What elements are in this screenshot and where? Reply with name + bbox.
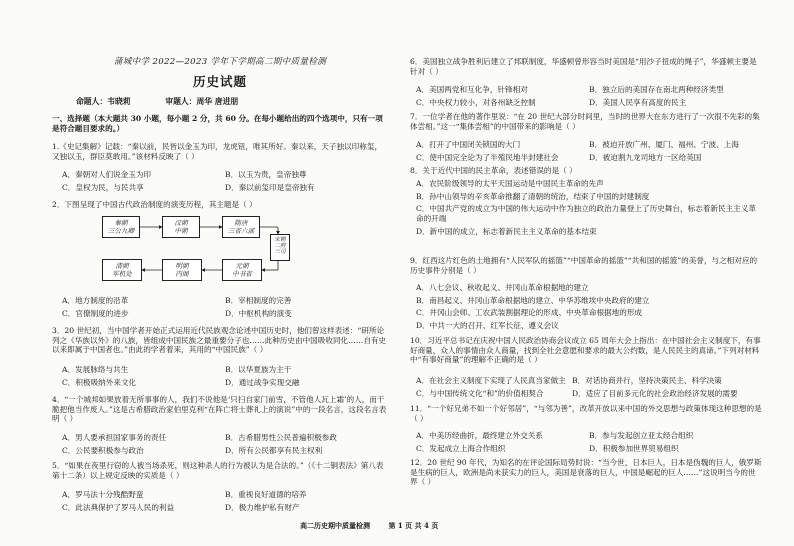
diagram-box-suitang [222,216,260,238]
box-system: 三省六部 [227,227,255,236]
question-9-options [416,283,762,331]
authors-line [52,96,388,107]
option-c: C．公民要积极参与政治 [62,445,144,455]
diagram-box-ming [162,259,202,281]
option-a: A．美国两党和互化争，针锋相对 [416,85,528,94]
subject-title: 历史试题 [192,74,247,89]
option-b: B．南昌起义、井冈山革命根据地的建立、中华苏维埃中央政府的建立 [416,295,650,305]
question-4-options [62,433,382,455]
option-b: B．对话协商并行，坚持决策民主、科学决策 [572,376,722,385]
diagram-box-qin [102,216,140,238]
question-1-options [62,170,382,192]
option-b: B．以玉为贵，皇帝独尊 [225,170,307,179]
page-footer [300,521,454,531]
reviewer-label: 审题人：周华 唐进朋 [165,97,239,106]
footer-page-info: 第 1 页 共 4 页 [388,521,439,530]
option-a: A．地方制度的沿革 [62,296,129,305]
option-a: A．秦朝对人们说金玉为印 [62,170,152,179]
option-d: D．秦以前玺印是皇帝独有 [225,182,315,192]
question-5: 5．“如果在夜里行窃的人被当场杀死，则这种杀人的行为被认为是合法的。”（《十二铜表法》第八表第十二条）以上规定反映的实质是（ ） [52,461,384,480]
question-8-options [416,179,762,237]
option-a: A．男人要承担国家事务的责任 [62,433,167,442]
option-b: B．以华夏族为主干 [225,365,292,374]
diagram-box-song [270,234,290,261]
box-dynasty: 清朝 [115,262,129,270]
box-system: 内阁 [175,270,189,279]
box-system: 军机处 [112,270,132,279]
box-system: 二府三司 [274,243,286,256]
question-10-options [416,376,762,398]
option-b: B．孙中山领导的辛亥革命推翻了清朝的统治，结束了中国的封建制度 [416,191,650,201]
question-6-options [416,85,756,107]
option-c: C．此法典保护了罗马人民的利益 [62,502,175,512]
box-system: 中书省 [232,270,252,279]
box-dynasty: 元朝 [235,262,249,270]
option-c: C．中央权力较小，对各州缺乏控制 [416,97,536,107]
question-3-options [62,365,382,387]
school-title: 蒲城中学 2022—2023 学年下学期高二期中质量检测 [113,57,327,67]
option-c: C．皇权为民，与民共享 [62,182,144,192]
section1-heading: 一、选择题（本大题共 30 小题，每小题 2 分，共 60 分。在每小题给出的四个选项中，只有一项是符合题目要求的。） [52,114,383,133]
box-dynasty: 宋朝 [274,237,286,243]
box-dynasty: 隋唐 [234,219,248,227]
option-a: A．在社会主义制度下实现了人民真当家做主 [416,376,566,385]
setter-label: 命题人：韦晓莉 [76,97,131,106]
diagram-box-han [162,216,200,238]
question-9: 9．红西这片红色的土地拥有“人民军队的摇篮”“中国革命的摇篮”“共和国的摇篮”的美誉，与之相对应的历史事件分别是（ ） [410,256,758,275]
option-b: B．被迫开放广州、厦门、福州、宁波、上海 [589,140,739,149]
box-system: 三公九卿 [107,227,135,236]
box-dynasty: 汉朝 [174,219,188,227]
option-d: D．中枢机构的演变 [225,308,292,318]
question-6: 6．美国独立战争胜利后建立了邦联制度，华盛顿曾形容当时美国是“用沙子扭成的绳子”，华盛顿主要是针对（ ） [410,57,757,76]
option-d: D．通过战争实现交融 [225,377,300,387]
institution-evolution-diagram [100,214,310,290]
option-a: A．八七会议、秋收起义、井冈山革命根据地的建立 [416,283,589,292]
option-d: D．美国人民享有高度的民主 [589,97,687,107]
option-b: B．古希腊男性公民普遍积极参政 [225,433,337,442]
box-dynasty: 秦朝 [114,219,128,227]
option-c: C．井冈山会师、工农武装割据理论的形成、中央革命根据地的形成 [416,308,643,318]
option-d: D．适应了目前多元化的社会政治经济发展的需要 [572,388,738,398]
option-c: C．使中国完全论为了半殖民地半封建社会 [416,152,559,162]
question-10: 10．习近平总书记在庆祝中国人民政治协商会议成立 65 周年大会上指出：在中国社会主义制度下，有事好商量，众人的事情由众人商量，找到全社会意愿和要求的最大公约数，是人民民主的真谛。”下列对材料中“有事好商量”的理解不正确的是（ ） [410,336,761,365]
question-11: 11．“一个好兄弟不如一个好邻居”，“与邻为善”，改革开放以来中国的外交思想与政策体现这种思想的是（ ） [410,404,762,423]
option-d: D．中共一大的召开、红军长征、遵义会议 [416,321,559,331]
question-4: 4．“一个城邦如果放着无所事事的人，我们不说他是‘只扫自家门前雪，不管他人瓦上霜’的人，而干脆把他当作废人。”这是古希腊政治家伯里克利“在阵亡将士葬礼上的演说”中的一段名言，这段名言表明（ ） [52,395,387,424]
option-c: C．积极吸纳外来文化 [62,377,137,387]
option-b: B．独立后的美国存在南北两种经济类型 [589,85,724,94]
option-c: C．官僚制度的进步 [62,308,129,318]
option-c: C．中国共产党的成立为中国的伟大运动中作为独立的政治力量登上了历史舞台，标志着新民主主义革命的开端 [416,204,756,224]
question-3: 3．20 世纪初，当中国学者开始正式运用近代民族观念论述中国历史时，他们曾这样表述：“研所论列之《华族以外》的八族，皆组成中国民族之最重要分子也……此种历史由中国吸收同化……自有史以来即属于中国者也。”由此的学者着来，其用的“中国民族”（ ） [52,326,387,355]
option-d: D．极力维护私有财产 [225,502,300,512]
question-7-options [416,140,756,162]
question-12: 12．20 世纪 90 年代，为知名的在评论国际局势时说：“当今世，日本巨人，日本是伪魏的巨人，俄罗斯是生病的巨人，欧洲是尚未获实力的巨人，美国是衰落的巨人，中国是崛起的巨人……”这说明当今的世界（ ） [410,458,762,487]
question-8: 8．关于近代中国的民主革命，表述错误的是（ ） [410,166,577,175]
option-d: D．所有公民都享有民主权利 [225,445,323,455]
diagram-box-qing [102,259,142,281]
option-c: C．与中国传统文化“和”的价值相契合 [416,388,544,398]
option-c: C．发起成立上海合作组织 [416,443,506,453]
question-2: 2．下图呈现了中国古代政治制度的演变历程，其主题是（ ） [52,200,257,209]
option-a: A．中美历经曲折，最终建立外交关系 [416,431,543,440]
question-11-options [416,431,756,453]
diagram-box-yuan [222,259,262,281]
option-a: A．农民阶级领导的太平天国运动是中国民主革命的先声 [416,179,604,188]
box-system: 中朝 [174,227,188,236]
option-d: D．积极参加世界贸易组织 [589,443,679,453]
box-dynasty: 明朝 [175,262,189,270]
footer-exam-name: 高二历史期中质量检测 [300,521,370,530]
question-7: 7．一位学者在他的著作里说：“在 20 世纪大部分时间里，当时的世界大在东方进行了一次很不先彩的集体尝相。”这一“集体尝相”的中国带来的影响是（ ） [410,112,760,131]
question-2-options [62,296,382,318]
question-5-options [62,490,382,512]
option-a: A．罗马法十分残酷野蛮 [62,490,144,499]
option-a: A．发展脉络与共生 [62,365,129,374]
option-b: B．重视良好道德的培养 [225,490,307,499]
option-d: D．新中国的成立，标志着新民主主义革命的基本结束 [416,226,597,236]
option-d: D．被迫割九龙司地方一区给英国 [589,152,702,162]
option-b: B．宰相制度的完善 [225,296,292,305]
option-a: A．打开了中国闭关锁国的大门 [416,140,521,149]
question-1: 1.《史记集解》记载：“秦以前，民皆以金玉为印，龙虎钮，唯其所好。秦以来，天子独以印称玺，又独以玉，群臣莫敢用。”该材料反映了（ ） [52,142,383,161]
option-b: B．参与发起创立亚太经合组织 [589,431,694,440]
